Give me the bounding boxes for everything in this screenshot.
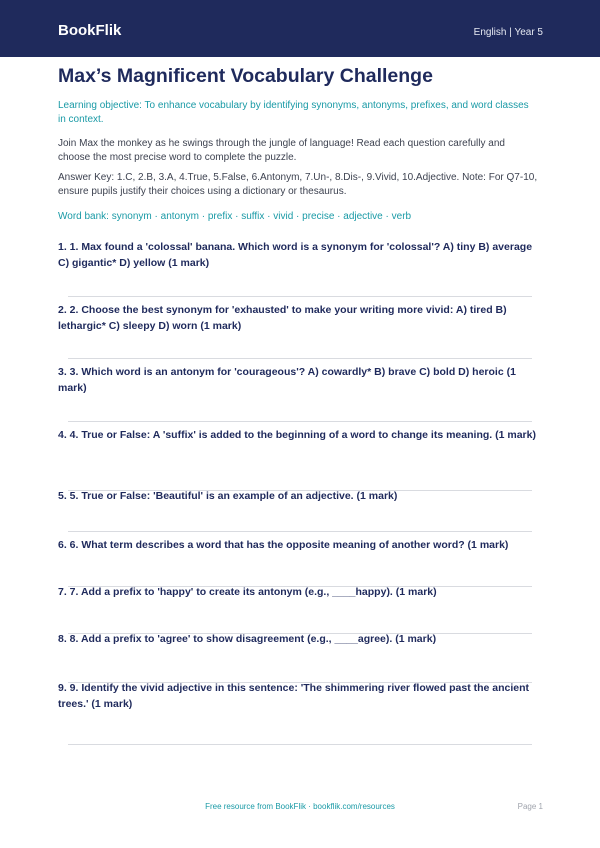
answer-line-5[interactable]	[68, 531, 532, 532]
question-1: 1. 1. Max found a 'colossal' banana. Which word is a synonym for 'colossal'? A) tiny B) average C) gigantic* D) yellow (1 mark)	[58, 241, 533, 269]
subject-year-label: English | Year 5	[473, 27, 543, 38]
footer-credit[interactable]: Free resource from BookFlik · bookflik.com/resources	[205, 802, 395, 811]
page-title: Max’s Magnificent Vocabulary Challenge	[58, 65, 433, 87]
answer-line-2[interactable]	[68, 358, 532, 359]
question-4: 4. 4. True or False: A 'suffix' is added to the beginning of a word to change its meaning. (1 mark)	[58, 429, 536, 441]
question-7: 7. 7. Add a prefix to 'happy' to create its antonym (e.g., ____happy). (1 mark)	[58, 586, 437, 598]
learning-objective: Learning objective: To enhance vocabulary by identifying synonyms, antonyms, prefixes, and word classes in context.	[58, 100, 529, 125]
answer-line-3[interactable]	[68, 421, 532, 422]
page-number: Page 1	[517, 802, 543, 811]
page-header	[0, 0, 600, 57]
intro-text: Join Max the monkey as he swings through the jungle of language! Read each question carefully and choose the most precise word to complete the puzzle.	[58, 138, 505, 163]
question-2: 2. 2. Choose the best synonym for 'exhausted' to make your writing more vivid: A) tired B) lethargic* C) sleepy D) worn (1 mark)	[58, 304, 507, 332]
question-5: 5. 5. True or False: 'Beautiful' is an example of an adjective. (1 mark)	[58, 490, 398, 502]
answer-line-1[interactable]	[68, 296, 532, 297]
question-3: 3. 3. Which word is an antonym for 'courageous'? A) cowardly* B) brave C) bold D) heroic (1 mark)	[58, 366, 516, 394]
answer-key: Answer Key: 1.C, 2.B, 3.A, 4.True, 5.False, 6.Antonym, 7.Un-, 8.Dis-, 9.Vivid, 10.Adjective. Note: For Q7-10, ensure pupils justify their choices using a dictionary or thesaurus.	[58, 172, 538, 197]
brand-logo[interactable]: BookFlik	[58, 22, 122, 39]
question-9: 9. 9. Identify the vivid adjective in this sentence: 'The shimmering river flowed past the ancient trees.' (1 mark)	[58, 682, 530, 710]
question-6: 6. 6. What term describes a word that has the opposite meaning of another word? (1 mark)	[58, 539, 509, 551]
word-bank: Word bank: synonym · antonym · prefix · suffix · vivid · precise · adjective · verb	[58, 211, 412, 222]
answer-line-9[interactable]	[68, 744, 532, 745]
question-8: 8. 8. Add a prefix to 'agree' to show disagreement (e.g., ____agree). (1 mark)	[58, 633, 437, 645]
